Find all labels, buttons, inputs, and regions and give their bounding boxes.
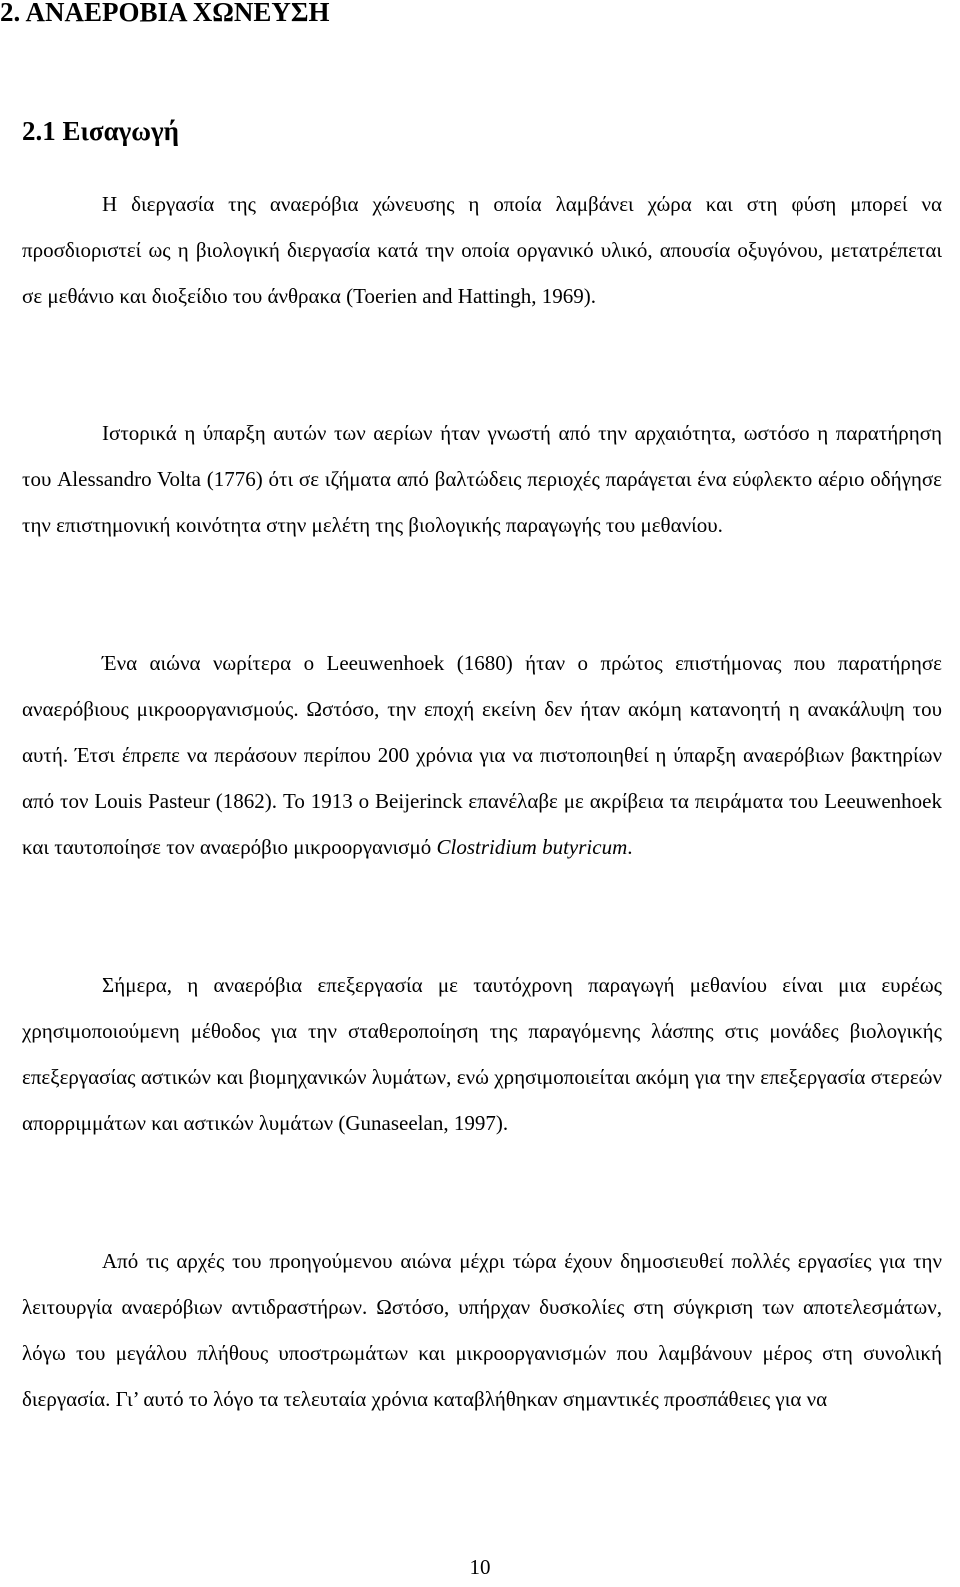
paragraph-history-volta: Ιστορικά η ύπαρξη αυτών των αερίων ήταν γνωστή από την αρχαιότητα, ωστόσο η παρατήρηση του Alessandro Volta (1776) ότι σε ιζήματα από βαλτώδεις περιοχές παράγεται ένα εύφλεκτο αέριο οδήγησε την επιστημονική κοινότητα στην μελέτη της βιολογικής παραγωγής του μεθανίου. (22, 421, 942, 537)
species-name: Clostridium butyricum (436, 835, 628, 859)
paragraph-current-use: Σήμερα, η αναερόβια επεξεργασία με ταυτόχρονη παραγωγή μεθανίου είναι μια ευρέως χρησιμοποιούμενη μέθοδος για την σταθεροποίηση της παραγόμενης λάσπης στις μονάδες βιολογικής επεξεργασίας αστικών και βιομηχανικών λυμάτων, ενώ χρησιμοποιείται ακόμη για την επεξεργασία στερεών απορριμμάτων και αστικών λυμάτων (Gunaseelan, 1997). (22, 973, 942, 1135)
paragraph-text: Ένα αιώνα νωρίτερα ο Leeuwenhoek (1680) ήταν ο πρώτος επιστήμονας που παρατήρησε αναερόβιους μικροοργανισμούς. Ωστόσο, την εποχή εκείνη δεν ήταν ακόμη κατανοητή η ανακάλυψη του αυτή. Έτσι έπρεπε να περάσουν περίπου 200 χρόνια για να πιστοποιηθεί η ύπαρξη αναερόβιων βακτηρίων από τον Louis Pasteur (1862). Το 1913 ο Beijerinck επανέλαβε με ακρίβεια τα πειράματα του Leeuwenhoek και ταυτοποίησε τον αναερόβιο μικροοργανισμό (22, 651, 942, 859)
paragraph-history-leeuwenhoek (22, 640, 942, 870)
paragraph-research: Από τις αρχές του προηγούμενου αιώνα μέχρι τώρα έχουν δημοσιευθεί πολλές εργασίες για την λειτουργία αναερόβιων αντιδραστήρων. Ωστόσο, υπήρχαν δυσκολίες στη σύγκριση των αποτελεσμάτων, λόγω του μεγάλου πλήθους υποστρωμάτων και μικροοργανισμών που λαμβάνουν μέρος στη συνολική διεργασία. Γι’ αυτό το λόγο τα τελευταία χρόνια καταβλήθηκαν σημαντικές προσπάθειες για να (22, 1249, 942, 1411)
section-title: 2.1 Εισαγωγή (22, 116, 179, 146)
paragraph-definition: Η διεργασία της αναερόβια χώνευσης η οποία λαμβάνει χώρα και στη φύση μπορεί να προσδιοριστεί ως η βιολογική διεργασία κατά την οποία οργανικό υλικό, απουσία οξυγόνου, μετατρέπεται σε μεθάνιο και διοξείδιο του άνθρακα (Toerien and Hattingh, 1969). (22, 192, 942, 308)
chapter-title: 2. ΑΝΑΕΡΟΒΙΑ ΧΩΝΕΥΣΗ (0, 0, 330, 27)
paragraph-text-end: . (627, 835, 633, 859)
page-number: 10 (469, 1555, 491, 1579)
